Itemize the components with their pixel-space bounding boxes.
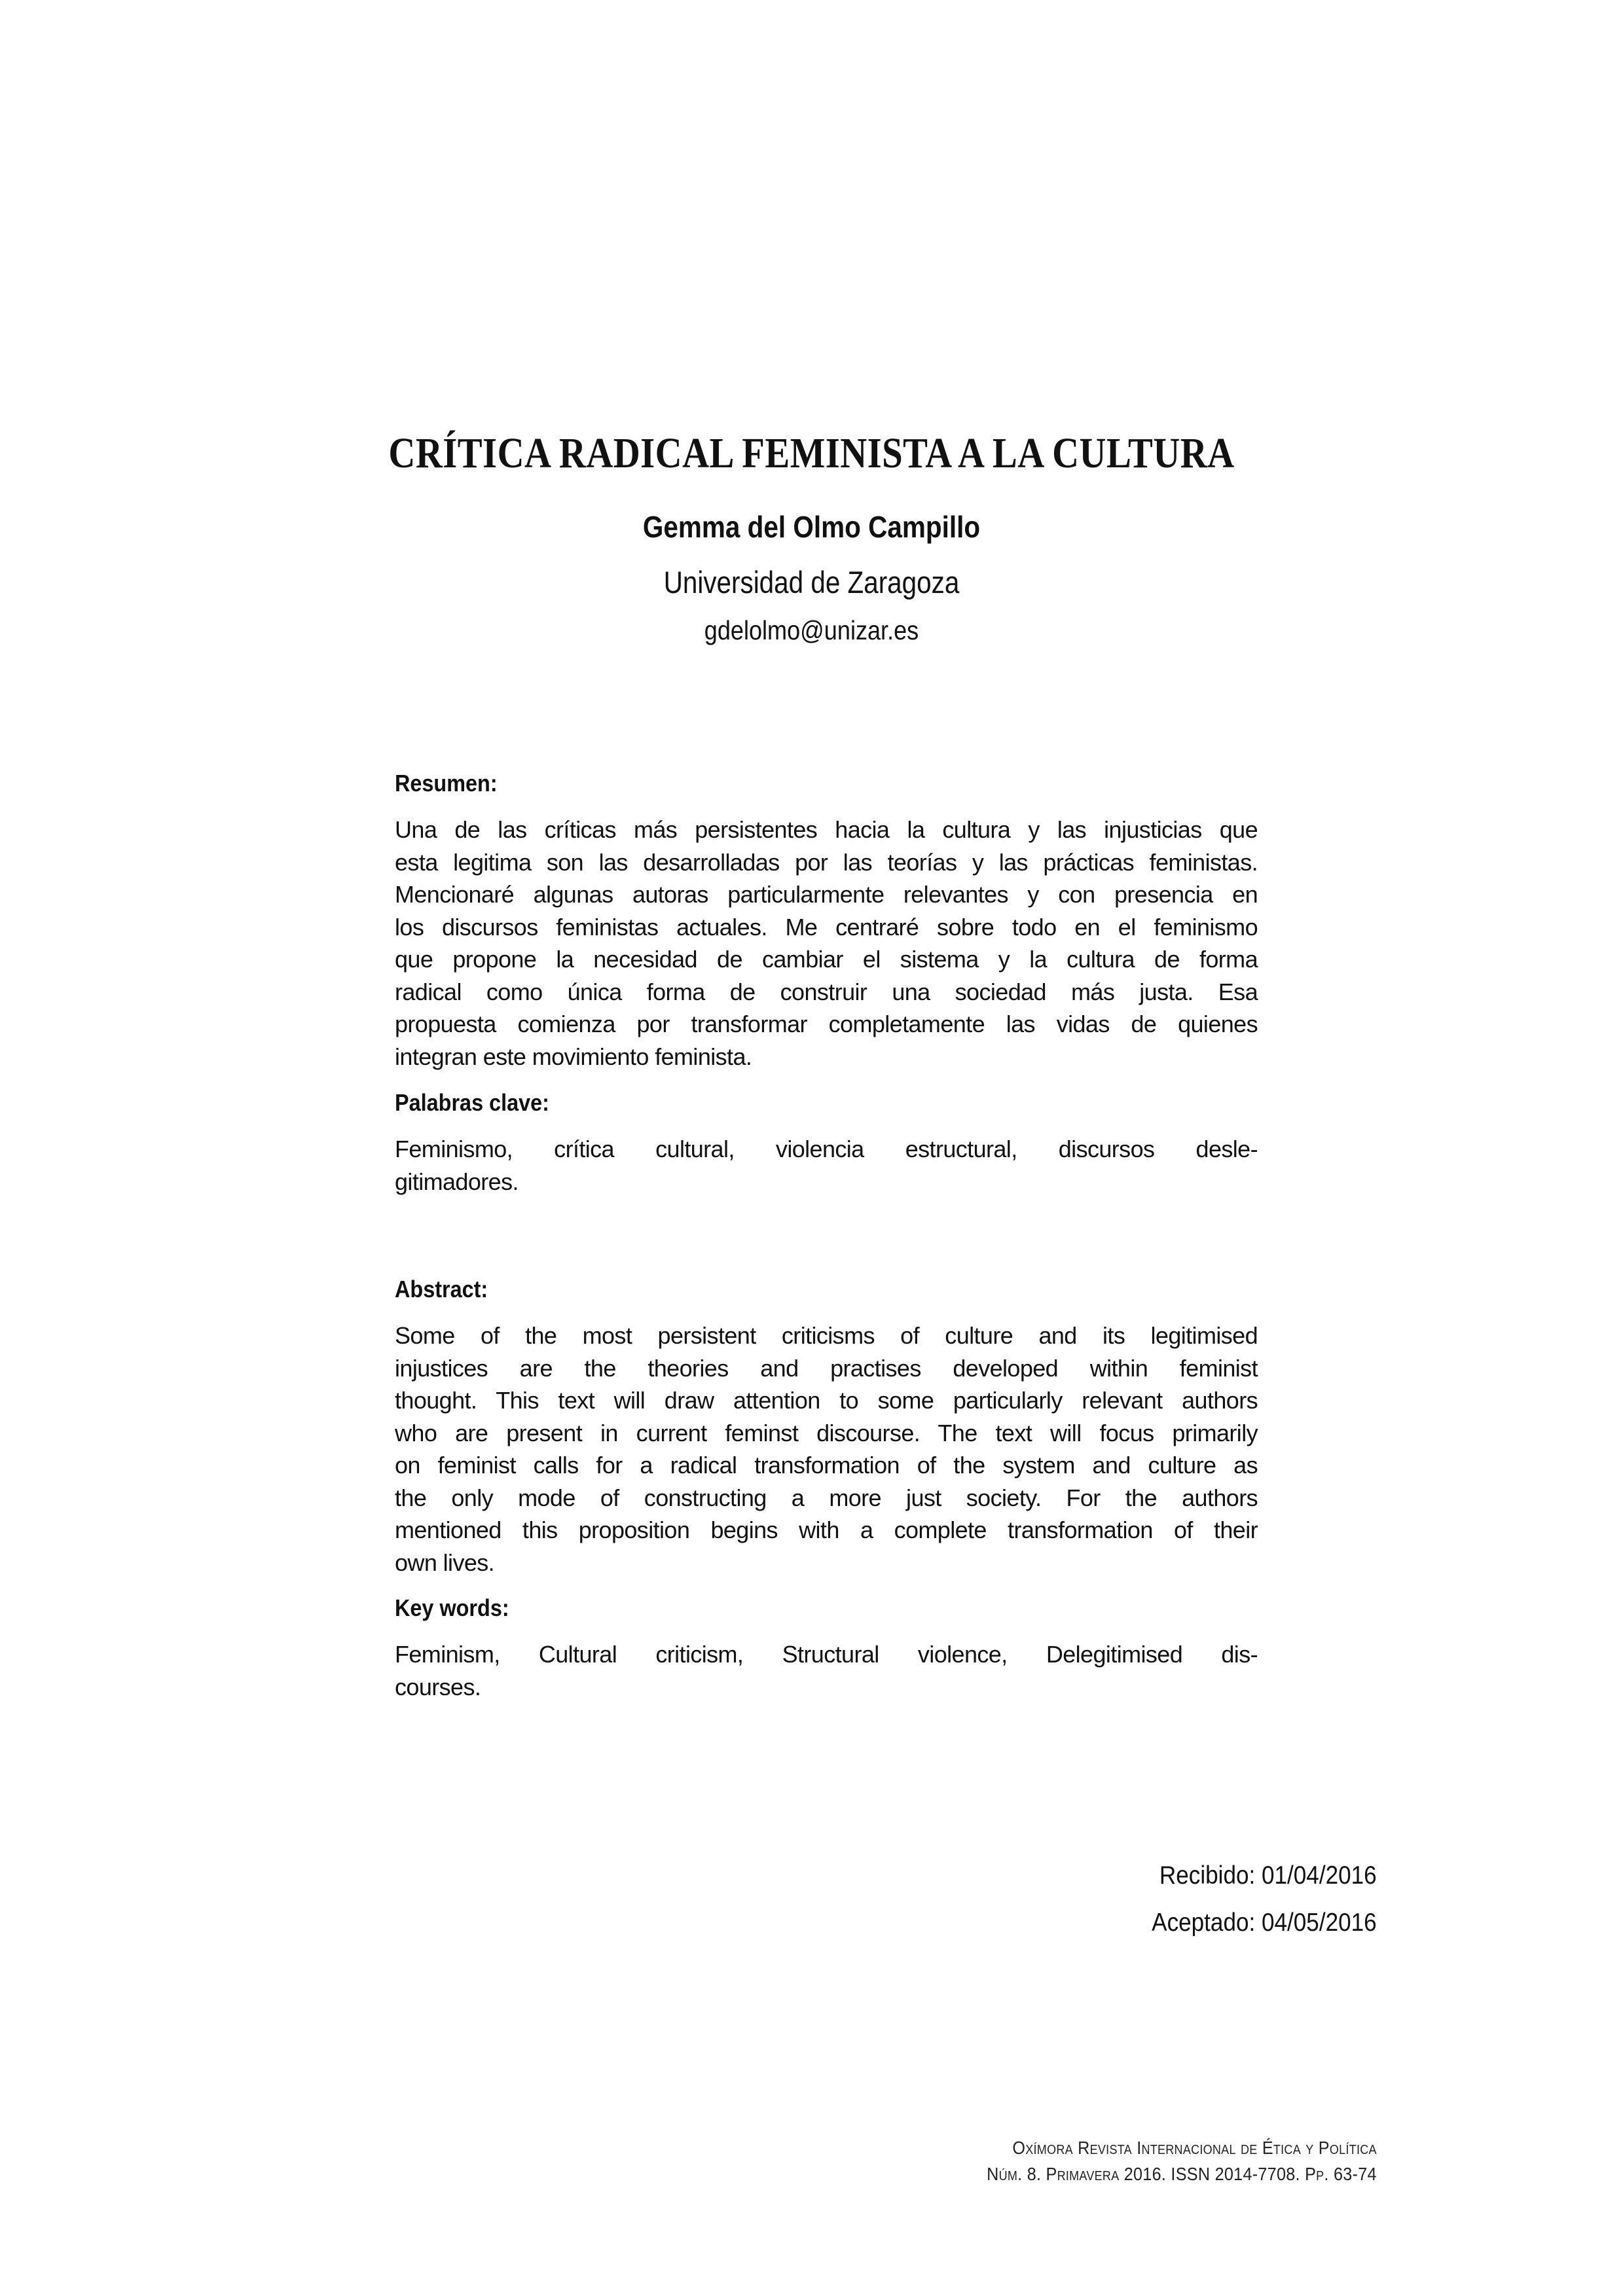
resumen-section	[395, 767, 1258, 1073]
resumen-line: Mencionaré algunas autoras particularmente relevantes y con presencia en	[395, 881, 1258, 908]
key-words-line: courses.	[395, 1673, 481, 1700]
author-affiliation: Universidad de Zaragoza	[663, 565, 960, 600]
palabras-clave-section	[395, 1086, 1258, 1198]
accepted-date: Aceptado: 04/05/2016	[1152, 1909, 1377, 1937]
resumen-heading: Resumen:	[395, 770, 498, 797]
key-words-body	[395, 1638, 1258, 1703]
abstract-line: mentioned this proposition begins with a complete transformation of their	[395, 1516, 1258, 1543]
journal-issue: Núm. 8. Primavera 2016. ISSN 2014-7708. Pp. 63-74	[987, 2164, 1377, 2184]
palabras-clave-line: Feminismo, crítica cultural, violencia estructural, discursos desle-	[395, 1136, 1258, 1162]
palabras-clave-heading: Palabras clave:	[395, 1089, 549, 1116]
abstract-line: on feminist calls for a radical transformation of the system and culture as	[395, 1452, 1258, 1479]
resumen-line: radical como única forma de construir una sociedad más justa. Esa	[395, 978, 1258, 1005]
submission-dates	[1127, 1852, 1377, 1946]
resumen-line: esta legitima son las desarrolladas por las teorías y las prácticas feministas.	[395, 848, 1258, 876]
received-date: Recibido: 01/04/2016	[1159, 1861, 1377, 1890]
palabras-clave-line: gitimadores.	[395, 1168, 519, 1195]
resumen-line: que propone la necesidad de cambiar el sistema y la cultura de forma	[395, 946, 1258, 973]
resumen-line: Una de las críticas más persistentes hacia la cultura y las injusticias que	[395, 816, 1258, 843]
journal-name: Oxímora Revista Internacional de Ética y Política	[1012, 2138, 1377, 2158]
resumen-body	[395, 814, 1258, 1073]
palabras-clave-body	[395, 1133, 1258, 1198]
article-title: CRÍTICA RADICAL FEMINISTA A LA CULTURA	[388, 429, 1235, 477]
abstract-section	[395, 1273, 1258, 1579]
author-email: gdelolmo@unizar.es	[704, 615, 919, 645]
author-name: Gemma del Olmo Campillo	[642, 510, 981, 544]
abstract-heading: Abstract:	[395, 1276, 488, 1302]
abstract-body	[395, 1319, 1258, 1579]
resumen-line: los discursos feministas actuales. Me centraré sobre todo en el feminismo	[395, 913, 1258, 941]
resumen-line: integran este movimiento feminista.	[395, 1043, 752, 1070]
key-words-line: Feminism, Cultural criticism, Structural violence, Delegitimised dis-	[395, 1641, 1258, 1668]
abstract-line: Some of the most persistent criticisms of culture and its legitimised	[395, 1322, 1258, 1349]
abstract-line: the only mode of constructing a more just society. For the authors	[395, 1484, 1258, 1511]
journal-footer	[943, 2135, 1377, 2187]
abstract-line: injustices are the theories and practises developed within feminist	[395, 1354, 1258, 1382]
abstract-line: who are present in current feminst discourse. The text will focus primarily	[395, 1419, 1258, 1446]
abstract-line: own lives.	[395, 1549, 495, 1576]
abstract-line: thought. This text will draw attention to some particularly relevant authors	[395, 1387, 1258, 1414]
key-words-heading: Key words:	[395, 1594, 509, 1621]
key-words-section	[395, 1592, 1258, 1703]
resumen-line: propuesta comienza por transformar completamente las vidas de quienes	[395, 1011, 1258, 1037]
